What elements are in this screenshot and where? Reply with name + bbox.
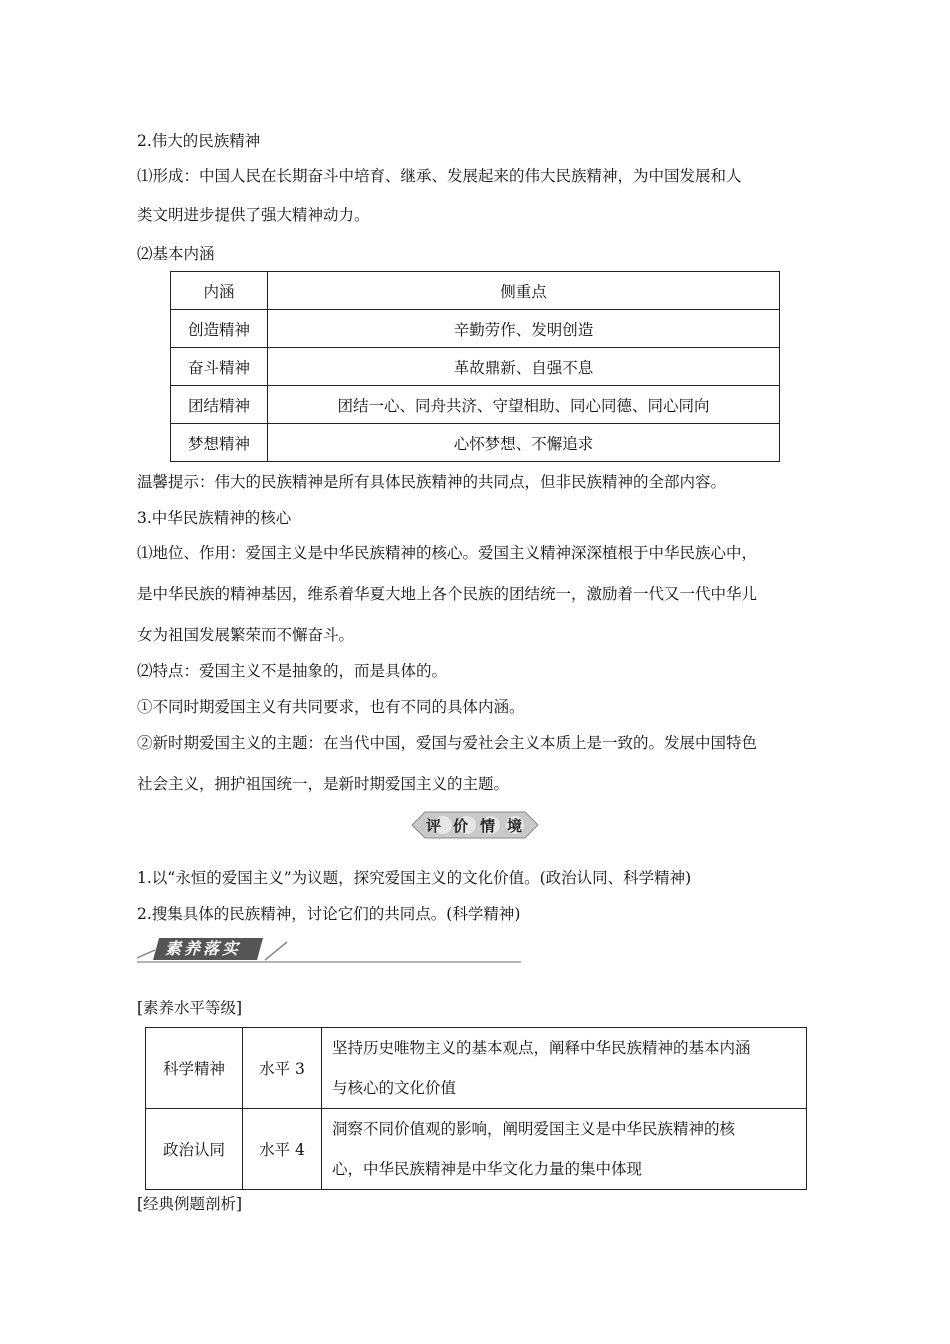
table-cell: 梦想精神 <box>171 424 268 462</box>
evaluation-banner-label: 评价情境 <box>425 816 534 835</box>
table-cell: 团结精神 <box>171 386 268 424</box>
column-header-focus: 侧重点 <box>268 272 780 310</box>
table-cell: 水平 4 <box>243 1109 322 1190</box>
basic-content-heading: ⑵基本内涵 <box>137 245 215 263</box>
table-cell: 科学精神 <box>146 1028 243 1109</box>
table-cell: 创造精神 <box>171 310 268 348</box>
table-cell: 政治认同 <box>146 1109 243 1190</box>
role-text-line2: 是中华民族的精神基因，维系着华夏大地上各个民族的团结统一，激励着一代又一代中华儿 <box>137 585 758 603</box>
evaluation-item-1: 1.以“永恒的爱国主义”为议题，探究爱国主义的文化价值。(政治认同、科学精神) <box>137 869 692 887</box>
table-row <box>146 1109 807 1190</box>
cell-text-line: 心，中华民族精神是中华文化力量的集中体现 <box>332 1160 643 1178</box>
table-cell <box>322 1109 807 1190</box>
formation-text-line1: ⑴形成：中国人民在长期奋斗中培育、继承、发展起来的伟大民族精神，为中国发展和人 <box>137 167 742 185</box>
section-heading-core: 3.中华民族精神的核心 <box>137 509 292 527</box>
role-text-line3: 女为祖国发展繁荣而不懈奋斗。 <box>137 626 355 644</box>
table-cell: 水平 3 <box>243 1028 322 1109</box>
point-1: ①不同时期爱国主义有共同要求，也有不同的具体内涵。 <box>137 698 525 716</box>
point-2-line2: 社会主义，拥护祖国统一，是新时期爱国主义的主题。 <box>137 775 510 793</box>
spirit-content-table <box>170 271 780 462</box>
column-header-content: 内涵 <box>171 272 268 310</box>
table-cell: 心怀梦想、不懈追求 <box>268 424 780 462</box>
feature-text: ⑵特点：爱国主义不是抽象的，而是具体的。 <box>137 662 448 680</box>
table-row <box>171 348 780 386</box>
literacy-level-heading: [素养水平等级] <box>137 999 243 1017</box>
table-cell: 辛勤劳作、发明创造 <box>268 310 780 348</box>
cell-text-line: 与核心的文化价值 <box>332 1079 457 1097</box>
literacy-section-header <box>137 936 521 966</box>
table-row <box>171 424 780 462</box>
evaluation-item-2: 2.搜集具体的民族精神，讨论它们的共同点。(科学精神) <box>137 905 521 923</box>
literacy-level-table <box>145 1027 807 1190</box>
table-cell <box>322 1028 807 1109</box>
evaluation-banner <box>411 811 539 839</box>
table-cell: 团结一心、同舟共济、守望相助、同心同德、同心同向 <box>268 386 780 424</box>
table-row <box>171 310 780 348</box>
table-header-row <box>171 272 780 310</box>
table-row <box>146 1028 807 1109</box>
point-2-line1: ②新时期爱国主义的主题：在当代中国，爱国与爱社会主义本质上是一致的。发展中国特色 <box>137 734 758 752</box>
table-cell: 革故鼎新、自强不息 <box>268 348 780 386</box>
cell-text-line: 坚持历史唯物主义的基本观点，阐释中华民族精神的基本内涵 <box>332 1039 751 1057</box>
example-heading: [经典例题剖析] <box>137 1195 243 1213</box>
table-cell: 奋斗精神 <box>171 348 268 386</box>
section-heading-national-spirit: 2.伟大的民族精神 <box>137 132 261 150</box>
table-row <box>171 386 780 424</box>
warm-tip: 温馨提示：伟大的民族精神是所有具体民族精神的共同点，但非民族精神的全部内容。 <box>137 473 727 491</box>
formation-text-line2: 类文明进步提供了强大精神动力。 <box>137 206 370 224</box>
role-text-line1: ⑴地位、作用：爱国主义是中华民族精神的核心。爱国主义精神深深植根于中华民族心中， <box>137 544 758 562</box>
cell-text-line: 洞察不同价值观的影响，阐明爱国主义是中华民族精神的核 <box>332 1120 736 1138</box>
literacy-section-title: 素养落实 <box>165 939 242 958</box>
